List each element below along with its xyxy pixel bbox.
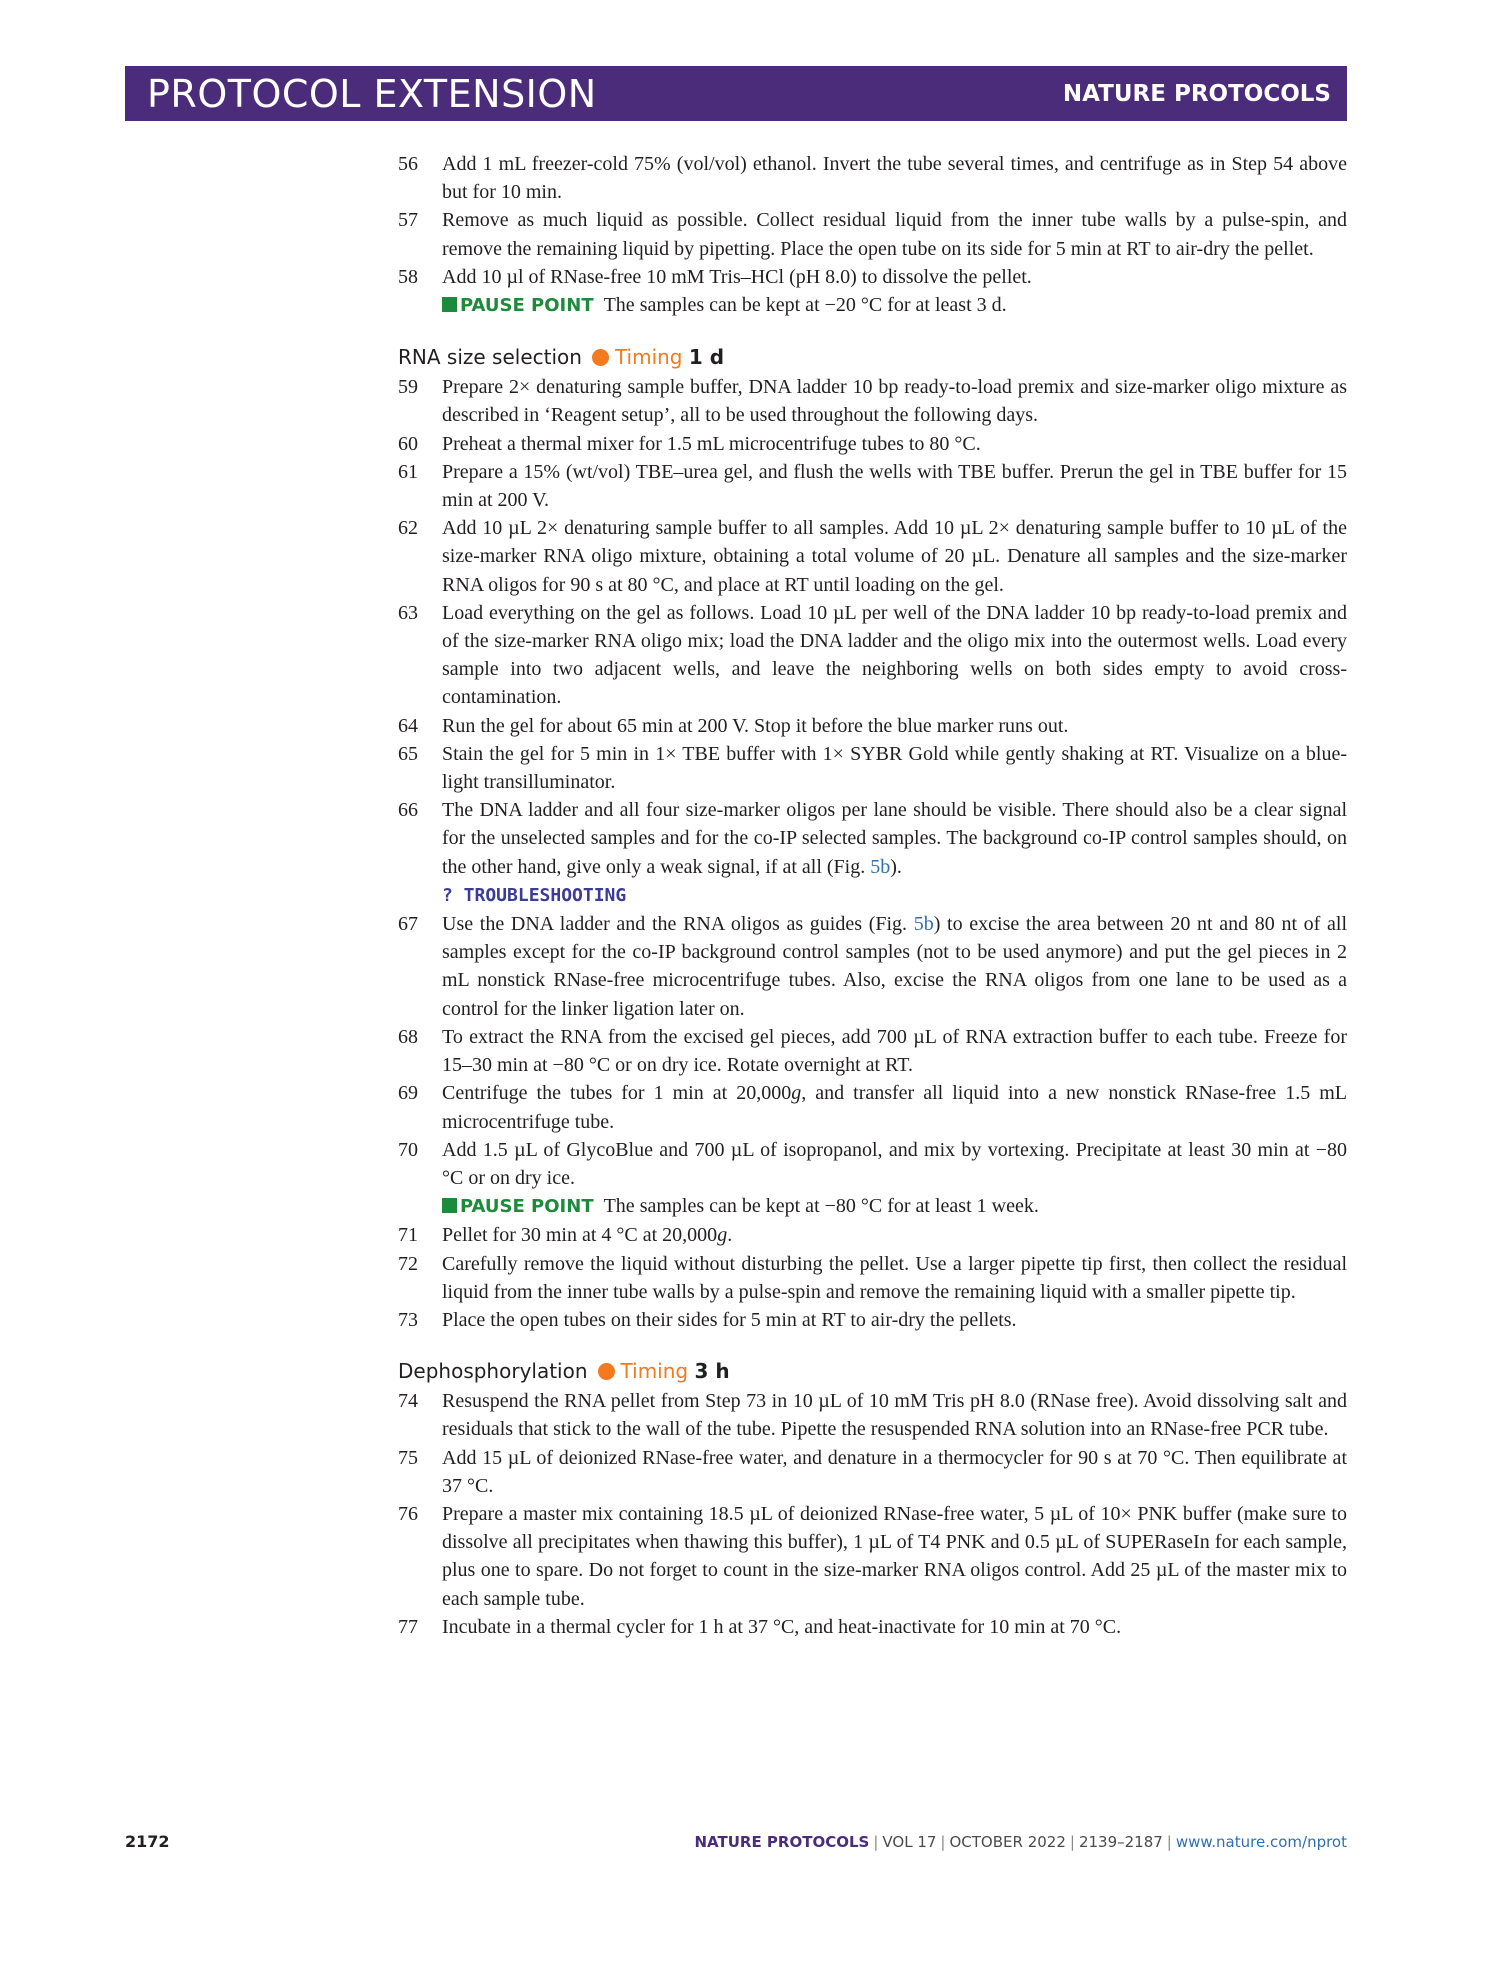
step-number: 69 (398, 1082, 418, 1105)
step-number: 58 (398, 265, 418, 288)
step-number: 63 (398, 601, 418, 624)
step-text (442, 1079, 1347, 1135)
step-text-tail: . (727, 1224, 733, 1247)
step-text: Carefully remove the liquid without disturbing the pellet. Use a larger pipette tip first, then collect the residual liquid from the inner tube walls by a pulse-spin and remove the remaining liquid with a smaller pipette tip. (442, 1252, 1347, 1303)
pause-point-label: PAUSE POINT (460, 295, 594, 317)
step-text: Resuspend the RNA pellet from Step 73 in 10 µL of 10 mM Tris pH 8.0 (RNase free). Avoid dissolving salt and residuals that stick to the wall of the tube. Pipette the resuspended RNA solution into an RNase-free PCR tube. (442, 1390, 1347, 1441)
step-number: 66 (398, 799, 418, 822)
step-number: 62 (398, 517, 418, 540)
step-number: 77 (398, 1615, 418, 1638)
step-number: 71 (398, 1224, 418, 1247)
timing-dot-icon (598, 1363, 615, 1380)
step-text: To extract the RNA from the excised gel pieces, add 700 µL of RNA extraction buffer to each tube. Freeze for 15–30 min at −80 °C or on dry ice. Rotate overnight at RT. (442, 1025, 1347, 1077)
section-type-label: PROTOCOL EXTENSION (147, 71, 597, 116)
step-number: 57 (398, 209, 418, 232)
step-number: 75 (398, 1446, 418, 1469)
step-number: 64 (398, 714, 418, 737)
protocol-step (398, 150, 1347, 206)
pause-point-text: The samples can be kept at −80 °C for at least 1 week. (603, 1195, 1039, 1218)
troubleshooting-label: ? TROUBLESHOOTING (442, 884, 627, 906)
g-force-symbol: g (791, 1082, 802, 1105)
protocol-step (398, 1221, 1347, 1249)
protocol-step (398, 430, 1347, 458)
protocol-step (398, 1500, 1347, 1613)
protocol-step (398, 1079, 1347, 1135)
section-heading-rna-size-selection (398, 342, 1347, 372)
step-text: Add 1 mL freezer-cold 75% (vol/vol) ethanol. Invert the tube several times, and centrifuge as in Step 54 above but for 10 min. (442, 153, 1347, 204)
protocol-step (398, 458, 1347, 514)
protocol-step (398, 1023, 1347, 1079)
step-text: Add 15 µL of deionized RNase-free water, and denature in a thermocycler for 90 s at 70 °C. Then equilibrate at 37 °C. (442, 1446, 1347, 1497)
step-text: Incubate in a thermal cycler for 1 h at 37 °C, and heat-inactivate for 10 min at 70 °C. (442, 1615, 1122, 1638)
step-number: 61 (398, 460, 418, 483)
footer-volume: VOL 17 (882, 1833, 937, 1851)
timing-value: 1 d (688, 345, 725, 370)
step-text: Preheat a thermal mixer for 1.5 mL microcentrifuge tubes to 80 °C. (442, 432, 981, 455)
pause-point-note (398, 291, 1347, 320)
step-text: Remove as much liquid as possible. Collect residual liquid from the inner tube walls by a pulse-spin, and remove the remaining liquid by pipetting. Place the open tube on its side for 5 min at RT to air-dry the pellet. (442, 209, 1347, 260)
figure-link[interactable]: 5b (913, 913, 934, 936)
step-number: 74 (398, 1390, 418, 1413)
step-number: 70 (398, 1138, 418, 1161)
protocol-step (398, 514, 1347, 599)
step-number: 72 (398, 1252, 418, 1275)
pause-point-note (398, 1192, 1347, 1221)
journal-name-label: NATURE PROTOCOLS (1062, 80, 1331, 107)
step-number: 67 (398, 913, 418, 936)
step-text: Prepare 2× denaturing sample buffer, DNA ladder 10 bp ready-to-load premix and size-marker oligo mixture as described in ‘Reagent setup’, all to be used throughout the following days. (442, 376, 1347, 427)
step-text (442, 796, 1347, 881)
step-text: Prepare a 15% (wt/vol) TBE–urea gel, and flush the wells with TBE buffer. Prerun the gel in TBE buffer for 15 min at 200 V. (442, 460, 1347, 512)
step-number: 68 (398, 1025, 418, 1048)
step-text-tail: ) to excise the area between 20 nt and 80 nt of all samples except for the co-IP background control samples (not to be used anymore) and put the gel pieces in 2 mL nonstick RNase-free microcentrifuge tubes. Also, excise the RNA oligos from one lane to be used as a control for the linker ligation later on. (442, 913, 1348, 1020)
section-title: RNA size selection (398, 345, 582, 370)
footer-separator: | (873, 1833, 879, 1851)
step-text: Add 1.5 µL of GlycoBlue and 700 µL of isopropanol, and mix by vortexing. Precipitate at least 30 min at −80 °C or on dry ice. (442, 1138, 1347, 1189)
step-text: Prepare a master mix containing 18.5 µL of deionized RNase-free water, 5 µL of 10× PNK buffer (make sure to dissolve all precipitates when thawing this buffer), 1 µL of T4 PNK and 0.5 µL of SUPERaseIn for each sample, plus one to spare. Do not forget to count in the size-marker RNA oligos control. Add 25 µL of the master mix to each sample tube. (442, 1502, 1347, 1610)
timing-value: 3 h (694, 1359, 730, 1384)
timing-dot-icon (592, 349, 609, 366)
footer-citation (694, 1833, 1347, 1851)
step-number: 60 (398, 432, 418, 455)
section-title: Dephosphorylation (398, 1359, 588, 1384)
step-text: Add 10 µL 2× denaturing sample buffer to all samples. Add 10 µL 2× denaturing sample buffer to 10 µL of the size-marker RNA oligo mixture, obtaining a total volume of 20 µL. Denature all samples and the size-marker RNA oligos for 90 s at 80 °C, and place at RT until loading on the gel. (442, 517, 1347, 596)
section-heading-dephosphorylation (398, 1356, 1347, 1386)
header-banner (125, 66, 1347, 121)
protocol-step (398, 1444, 1347, 1500)
protocol-step (398, 599, 1347, 712)
step-text-main: Use the DNA ladder and the RNA oligos as guides (Fig. (442, 913, 914, 936)
pause-point-text: The samples can be kept at −20 °C for at least 3 d. (603, 294, 1007, 317)
step-number: 56 (398, 153, 418, 175)
footer-url-link[interactable]: www.nature.com/nprot (1175, 1833, 1347, 1851)
step-number: 59 (398, 376, 418, 399)
pause-square-icon (442, 297, 457, 312)
footer-date: OCTOBER 2022 (949, 1833, 1066, 1851)
step-text: Stain the gel for 5 min in 1× TBE buffer with 1× SYBR Gold while gently shaking at RT. Visualize on a blue-light transilluminator. (442, 742, 1347, 794)
step-text: Add 10 µl of RNase-free 10 mM Tris–HCl (pH 8.0) to dissolve the pellet. (442, 265, 1032, 288)
footer-separator: | (940, 1833, 946, 1851)
article-body (398, 150, 1347, 1641)
footer-separator: | (1069, 1833, 1075, 1851)
protocol-step (398, 1250, 1347, 1306)
footer-separator: | (1166, 1833, 1172, 1851)
step-text: Run the gel for about 65 min at 200 V. Stop it before the blue marker runs out. (442, 714, 1069, 737)
step-number: 73 (398, 1308, 418, 1331)
protocol-step (398, 206, 1347, 262)
protocol-step (398, 910, 1347, 1023)
step-text-main: Pellet for 30 min at 4 °C at 20,000 (442, 1224, 718, 1247)
timing-label: Timing (614, 345, 683, 370)
step-text: Place the open tubes on their sides for 5 min at RT to air-dry the pellets. (442, 1308, 1017, 1331)
step-number: 76 (398, 1502, 418, 1525)
footer-pages: 2139–2187 (1078, 1833, 1163, 1851)
step-text (442, 1221, 1347, 1249)
protocol-step (398, 1136, 1347, 1192)
step-text-tail: ). (890, 855, 902, 878)
protocol-step (398, 373, 1347, 429)
protocol-step (398, 263, 1347, 291)
figure-link[interactable]: 5b (870, 855, 891, 878)
protocol-step (398, 1387, 1347, 1443)
troubleshooting-note (398, 881, 1347, 910)
step-text-tail: , and transfer all liquid into a new nonstick RNase-free 1.5 mL microcentrifuge tube. (442, 1082, 1347, 1133)
protocol-step (398, 1306, 1347, 1334)
g-force-symbol: g (717, 1224, 728, 1247)
step-text: Load everything on the gel as follows. Load 10 µL per well of the DNA ladder 10 bp ready-to-load premix and of the size-marker RNA oligo mix; load the DNA ladder and the oligo mix into the outermost wells. Load every sample into two adjacent wells, and leave the neighboring wells on both sides empty to avoid cross-contamination. (442, 601, 1347, 709)
timing-label: Timing (620, 1359, 689, 1384)
page-number: 2172 (125, 1832, 170, 1851)
pause-point-label: PAUSE POINT (460, 1196, 594, 1218)
step-text (442, 910, 1347, 1023)
footer-journal: NATURE PROTOCOLS (694, 1833, 870, 1851)
step-text-main: Centrifuge the tubes for 1 min at 20,000 (442, 1082, 792, 1105)
pause-square-icon (442, 1198, 457, 1213)
protocol-step (398, 712, 1347, 740)
step-text-main: The DNA ladder and all four size-marker oligos per lane should be visible. There should also be a clear signal for the unselected samples and for the co-IP selected samples. The background co-IP control samples should, on the other hand, give only a weak signal, if at all (Fig. (442, 799, 1347, 878)
protocol-step (398, 1613, 1347, 1641)
protocol-step (398, 740, 1347, 796)
protocol-step (398, 796, 1347, 881)
step-number: 65 (398, 742, 418, 765)
